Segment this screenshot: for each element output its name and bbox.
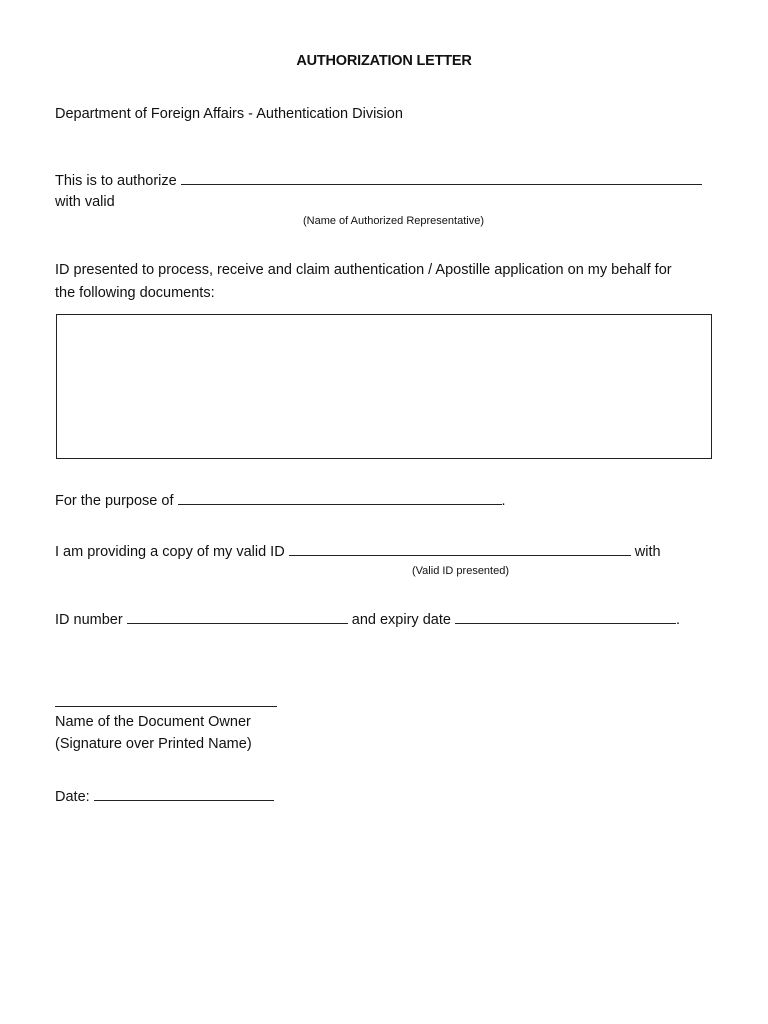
authorize-line	[55, 171, 702, 190]
addressee: Department of Foreign Affairs - Authentication Division	[55, 106, 403, 122]
valid-id-caption: (Valid ID presented)	[412, 565, 510, 577]
document-owner-label: Name of the Document Owner	[55, 714, 251, 730]
date-label: Date:	[55, 789, 90, 805]
authorize-prefix: This is to authorize	[55, 173, 177, 189]
expiry-date-label: and expiry date	[351, 612, 451, 628]
id-copy-line	[55, 542, 661, 561]
id-details-line	[55, 610, 680, 629]
date-field[interactable]	[94, 787, 274, 801]
date-line	[55, 787, 274, 806]
letter-title: AUTHORIZATION LETTER	[296, 53, 472, 69]
id-copy-prefix: I am providing a copy of my valid ID	[55, 544, 285, 560]
purpose-paragraph-line-1: ID presented to process, receive and claim authentication / Apostille application on my behalf for	[55, 262, 672, 278]
valid-id-field[interactable]	[289, 542, 631, 556]
purpose-suffix: .	[501, 493, 506, 509]
authorize-continuation: with valid	[55, 194, 115, 210]
representative-name-field[interactable]	[181, 171, 702, 185]
signature-note: (Signature over Printed Name)	[55, 736, 252, 752]
purpose-prefix: For the purpose of	[55, 493, 174, 509]
signature-field[interactable]	[55, 706, 277, 707]
id-copy-suffix: with	[634, 544, 661, 560]
id-details-suffix: .	[675, 612, 680, 628]
representative-name-caption: (Name of Authorized Representative)	[303, 215, 484, 227]
id-number-label: ID number	[55, 612, 123, 628]
purpose-line	[55, 491, 506, 510]
documents-list-box[interactable]	[56, 314, 712, 459]
purpose-paragraph-line-2: the following documents:	[55, 285, 215, 301]
purpose-field[interactable]	[178, 491, 502, 505]
id-number-field[interactable]	[127, 610, 348, 624]
expiry-date-field[interactable]	[455, 610, 676, 624]
